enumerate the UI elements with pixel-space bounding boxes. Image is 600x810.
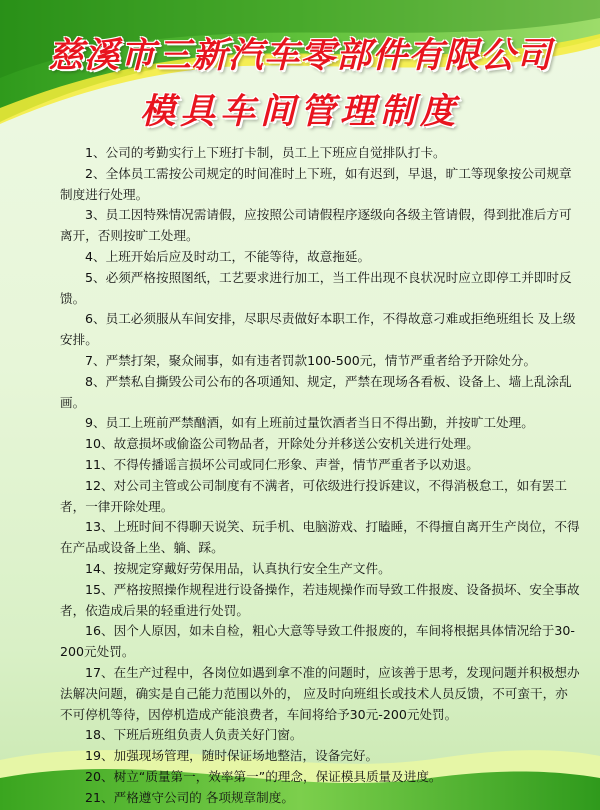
rule-item: 15、严格按照操作规程进行设备操作，若违规操作而导致工件报废、设备损坏、安全事故者，依造成后果的轻重进行处罚。	[60, 581, 580, 618]
rule-item: 16、因个人原因，如未自检，粗心大意等导致工件报废的，车间将根据具体情况给于30-200元处罚。	[60, 623, 575, 660]
rule-item: 11、不得传播谣言损坏公司或同仁形象、声誉，情节严重者予以劝退。	[85, 456, 479, 472]
rule-item: 5、必须严格按照图纸，工艺要求进行加工，当工件出现不良状况时应立即停工并即时反馈。	[60, 269, 572, 306]
rule-item: 14、按规定穿戴好劳保用品，认真执行安全生产文件。	[85, 560, 391, 576]
rule-item: 3、员工因特殊情况需请假，应按照公司请假程序逐级向各级主管请假，得到批准后方可离开，否则按旷工处理。	[60, 207, 572, 244]
rule-item: 2、全体员工需按公司规定的时间准时上下班，如有迟到，早退，旷工等现象按公司规章制度进行处理。	[60, 165, 572, 202]
company-title: 慈溪市三新汽车零部件有限公司	[47, 35, 552, 76]
rule-item: 13、上班时间不得聊天说笑、玩手机、电脑游戏、打瞌睡，不得擅自离开生产岗位，不得在产品或设备上坐、躺、踩。	[60, 519, 580, 556]
rule-item: 8、严禁私自撕毁公司公布的各项通知、规定，严禁在现场各看板、设备上、墙上乱涂乱画。	[60, 373, 572, 410]
rule-item: 21、严格遵守公司的 各项规章制度。	[85, 789, 294, 805]
rule-item: 10、故意损坏或偷盗公司物品者，开除处分并移送公安机关进行处理。	[85, 436, 479, 452]
rules-list	[60, 143, 580, 809]
rule-item: 9、员工上班前严禁酗酒，如有上班前过量饮酒者当日不得出勤，并按旷工处理。	[85, 415, 534, 431]
rule-item: 19、加强现场管理，随时保证场地整洁，设备完好。	[85, 748, 379, 764]
rule-item: 18、下班后班组负责人负责关好门窗。	[85, 727, 303, 743]
rule-item: 1、公司的考勤实行上下班打卡制，员工上下班应自觉排队打卡。	[85, 145, 446, 160]
document-title: 模具车间管理制度	[139, 91, 460, 132]
rule-item: 20、树立“质量第一，效率第一”的理念，保证模具质量及进度。	[85, 768, 442, 784]
rule-item: 6、员工必须服从车间安排，尽职尽责做好本职工作，不得故意刁难或拒绝班组长 及上级安排。	[60, 311, 576, 348]
rule-item: 12、对公司主管或公司制度有不满者，可依级进行投诉建议，不得消极怠工，如有罢工者，一律开除处理。	[60, 477, 567, 514]
rule-item: 17、在生产过程中，各岗位如遇到拿不准的问题时，应该善于思考，发现问题并积极想办法解决问题，确实是自己能力范围以外的， 应及时向班组长或技术人员反馈，不可蛮干，亦不可停机等待，因停机造成产能浪费者，车间将给予30元-200元处罚。	[60, 664, 580, 722]
rule-item: 4、上班开始后应及时动工，不能等待，故意拖延。	[85, 248, 371, 264]
rule-item: 7、严禁打架，聚众闹事，如有违者罚款100-500元，情节严重者给予开除处分。	[85, 352, 537, 368]
